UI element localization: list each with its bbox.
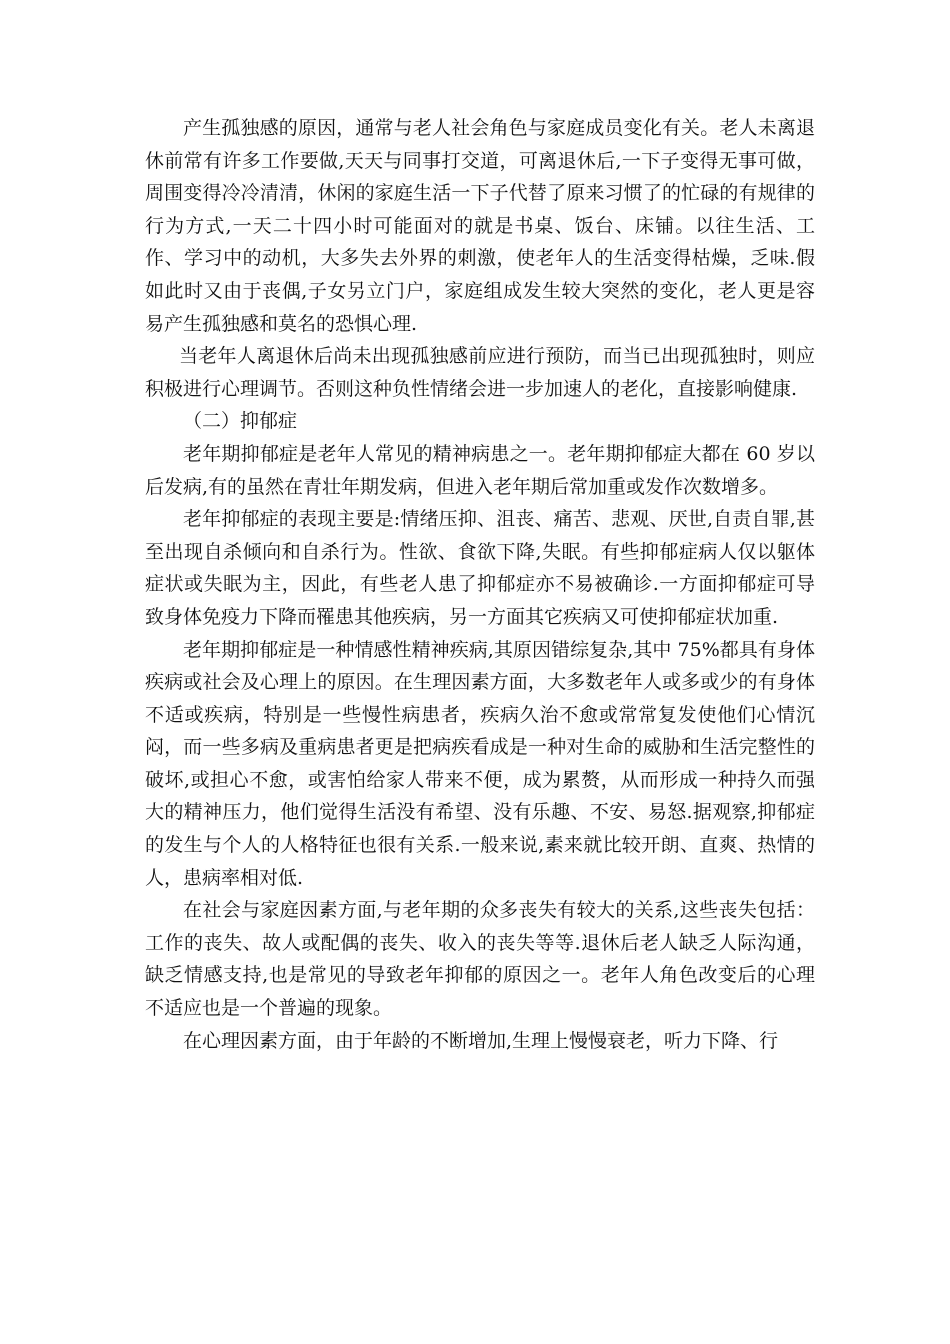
paragraph-depression-intro: 老年期抑郁症是老年人常见的精神病患之一。老年期抑郁症大都在 60 岁以后发病,有的虽然在青壮年期发病，但进入老年期后常加重或发作次数增多。 — [145, 442, 815, 498]
paragraph-depression-symptoms: 老年抑郁症的表现主要是:情绪压抑、沮丧、痛苦、悲观、厌世,自责自罪,甚至出现自杀倾向和自杀行为。性欲、食欲下降,失眠。有些抑郁症病人仅以躯体症状或失眠为主，因此，有些老人患了抑郁症亦不易被确诊.一方面抑郁症可导致身体免疫力下降而罹患其他疾病，另一方面其它疾病又可使抑郁症状加重. — [145, 508, 815, 628]
paragraph-depression-social: 在社会与家庭因素方面,与老年期的众多丧失有较大的关系,这些丧失包括：工作的丧失、故人或配偶的丧失、收入的丧失等等.退休后老人缺乏人际沟通，缺乏情感支持,也是常见的导致老年抑郁的原因之一。老年人角色改变后的心理不适应也是一个普遍的现象。 — [145, 899, 815, 1020]
paragraph-loneliness-prevention: 当老年人离退休后尚未出现孤独感前应进行预防，而当已出现孤独时，则应积极进行心理调节。否则这种负性情绪会进一步加速人的老化，直接影响健康. — [145, 345, 815, 400]
paragraph-depression-psychological: 在心理因素方面，由于年龄的不断增加,生理上慢慢衰老，听力下降、行 — [183, 1029, 779, 1052]
paragraph-depression-physiological: 老年期抑郁症是一种情感性精神疾病,其原因错综复杂,其中 75%都具有身体疾病或社会及心理上的原因。在生理因素方面，大多数老年人或多或少的有身体不适或疾病，特别是一些慢性病患者，疾病久治不愈或常常复发使他们心情沉闷，而一些多病及重病患者更是把病疾看成是一种对生命的威胁和生活完整性的破坏,或担心不愈，或害怕给家人带来不便，成为累赘，从而形成一种持久而强大的精神压力，他们觉得生活没有希望、没有乐趣、不安、易怒.据观察,抑郁症的发生与个人的人格特征也很有关系.一般来说,素来就比较开朗、直爽、热情的人，患病率相对低. — [145, 638, 815, 889]
document-page — [145, 112, 815, 1057]
section-heading-depression: （二）抑郁症 — [183, 410, 298, 433]
paragraph-loneliness-causes: 产生孤独感的原因，通常与老人社会角色与家庭成员变化有关。老人未离退休前常有许多工作要做,天天与同事打交道，可离退休后,一下子变得无事可做，周围变得冷冷清清，休闲的家庭生活一下子代替了原来习惯了的忙碌的有规律的行为方式,一天二十四小时可能面对的就是书桌、饭台、床铺。以往生活、工作、学习中的动机，大多失去外界的刺激，使老年人的生活变得枯燥，乏味.假如此时又由于丧偶,子女另立门户，家庭组成发生较大突然的变化，老人更是容易产生孤独感和莫名的恐惧心理. — [145, 117, 815, 335]
